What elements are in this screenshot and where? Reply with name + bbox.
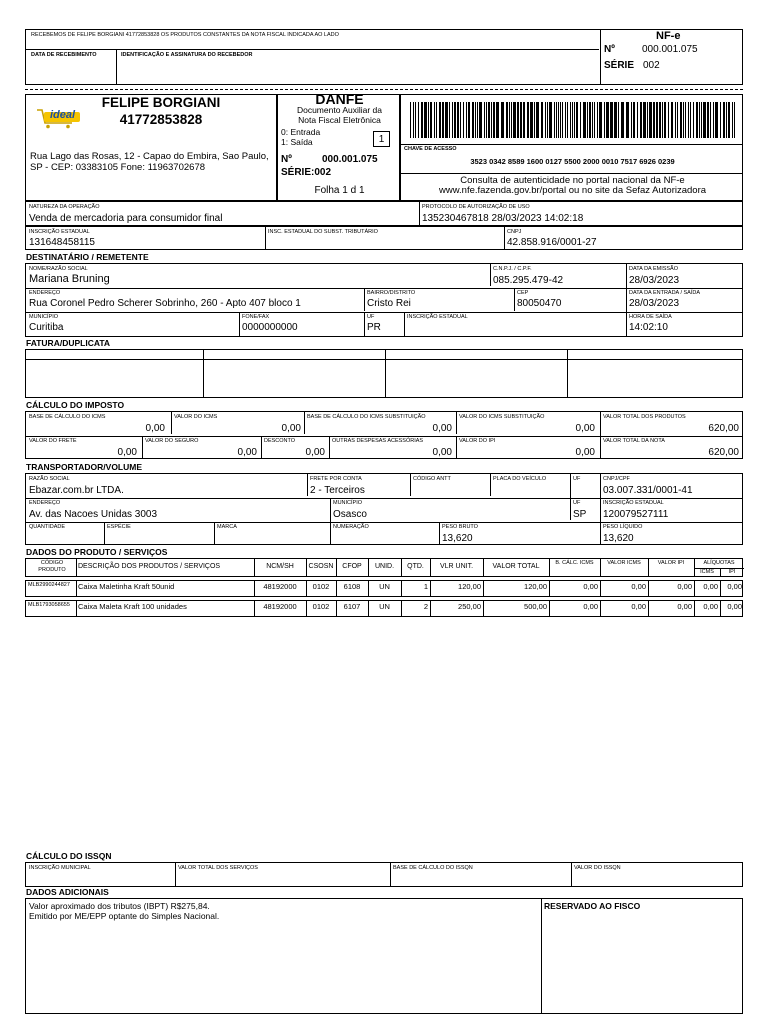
dest-municipio: Curitiba	[29, 322, 64, 333]
dest-entrada: 28/03/2023	[629, 298, 680, 309]
outras: 0,00	[432, 447, 452, 458]
transp-razao: Ebazar.com.br LTDA.	[29, 485, 124, 496]
issqn-im-label: INSCRIÇÃO MUNICIPAL	[29, 865, 91, 871]
transp-uf2: SP	[573, 509, 587, 520]
barcode-bar	[643, 102, 646, 138]
transp-cnpj: 03.007.331/0001-41	[603, 485, 693, 496]
barcode-bar	[558, 102, 559, 138]
reservado-fisco: RESERVADO AO FISCO	[544, 901, 641, 911]
ie-st-label: INSC. ESTADUAL DO SUBST. TRIBUTÁRIO	[268, 229, 378, 235]
transp-uf2-label: UF	[573, 500, 581, 506]
barcode-bar	[565, 102, 566, 138]
barcode-bar	[421, 102, 423, 138]
barcode-bar	[715, 102, 718, 138]
issqn-vserv-label: VALOR TOTAL DOS SERVIÇOS	[178, 865, 258, 871]
cell-unid: UN	[379, 582, 390, 591]
imposto-section: CÁLCULO DO IMPOSTO	[26, 400, 125, 410]
th-ncm: NCM/SH	[266, 563, 294, 570]
cell-descricao: Caixa Maletinha Kraft 50unid	[78, 582, 175, 591]
barcode-bar	[626, 102, 629, 138]
emitente-nome: FELIPE BORGIANI	[101, 95, 221, 110]
barcode-bar	[637, 102, 638, 138]
logo	[36, 107, 84, 129]
transp-frete-label: FRETE POR CONTA	[310, 476, 362, 482]
bc-icms-label: BASE DE CÁLCULO DO ICMS	[29, 414, 106, 420]
canhoto	[25, 29, 743, 85]
danfe-numero-label: Nº	[281, 154, 292, 165]
transp-ie-label: INSCRIÇÃO ESTADUAL	[603, 500, 664, 506]
barcode-bar	[710, 102, 711, 138]
dest-cpf: 085.295.479-42	[493, 275, 564, 286]
transp-bruto-label: PESO BRUTO	[442, 524, 478, 530]
barcode-bar	[562, 102, 563, 138]
destinatario-section: DESTINATÁRIO / REMETENTE	[26, 252, 149, 262]
barcode-bar	[703, 102, 706, 138]
barcode-bar	[726, 102, 727, 138]
barcode-bar	[587, 102, 588, 138]
barcode-bar	[549, 102, 552, 138]
barcode-bar	[671, 102, 673, 138]
transp-endereco: Av. das Nacoes Unidas 3003	[29, 509, 158, 520]
cell-codigo: MLB1793058655	[28, 602, 70, 608]
ie-label: INSCRIÇÃO ESTADUAL	[29, 229, 90, 235]
fatura-box	[25, 349, 743, 398]
barcode-bar	[547, 102, 548, 138]
barcode-bar	[696, 102, 698, 138]
danfe-sub2: Nota Fiscal Eletrônica	[298, 115, 381, 125]
barcode-bar	[599, 102, 602, 138]
barcode-bar	[496, 102, 499, 138]
transp-especie-label: ESPÉCIE	[107, 524, 131, 530]
cell-unid: UN	[379, 602, 390, 611]
barcode-bar	[554, 102, 555, 138]
transp-ie: 120079527111	[603, 509, 669, 520]
cell-vipi: 0,00	[677, 582, 692, 591]
v-st: 0,00	[575, 423, 595, 434]
barcode-bar	[606, 102, 609, 138]
cell-vunit: 250,00	[458, 602, 481, 611]
cell-bcicms: 0,00	[583, 582, 598, 591]
v-icms: 0,00	[281, 423, 301, 434]
cell-cfop: 6108	[343, 582, 361, 591]
th-aipi: IPI	[728, 569, 736, 575]
barcode-bar	[618, 102, 619, 138]
th-vipi: VALOR IPI	[657, 560, 685, 566]
barcode-bar	[610, 102, 613, 138]
barcode-bar	[477, 102, 478, 138]
th-vicms: VALOR ICMS	[607, 560, 641, 566]
barcode-bar	[527, 102, 529, 138]
barcode-bar	[693, 102, 694, 138]
transp-municipio-label: MUNICÍPIO	[333, 500, 363, 506]
cell-vipi: 0,00	[677, 602, 692, 611]
imposto-box	[25, 411, 743, 459]
inscricao-box	[25, 226, 743, 250]
cnpj-value: 42.858.916/0001-27	[507, 237, 597, 248]
emitente-box	[25, 94, 277, 201]
v-nota-label: VALOR TOTAL DA NOTA	[603, 438, 665, 444]
barcode-bar	[633, 102, 635, 138]
assinatura-label: IDENTIFICAÇÃO E ASSINATURA DO RECEBEDOR	[121, 52, 253, 58]
th-codigo: CÓDIGO PRODUTO	[38, 560, 66, 573]
v-st-label: VALOR DO ICMS SUBSTITUIÇÃO	[459, 414, 545, 420]
barcode-bar	[484, 102, 485, 138]
barcode-bar	[488, 102, 490, 138]
barcode-bar	[486, 102, 487, 138]
frete: 0,00	[117, 447, 137, 458]
barcode-bar	[567, 102, 568, 138]
barcode-bar	[589, 102, 591, 138]
issqn-v-label: VALOR DO ISSQN	[574, 865, 621, 871]
barcode-bar	[604, 102, 605, 138]
barcode-bar	[463, 102, 464, 138]
chave-label: CHAVE DE ACESSO	[404, 146, 457, 152]
adicionais-line2: Emitido por ME/EPP optante do Simples Nacional.	[29, 911, 220, 921]
protocolo-value: 135230467818 28/03/2023 14:02:18	[422, 213, 584, 224]
barcode-bar	[592, 102, 593, 138]
barcode-bar	[560, 102, 561, 138]
transp-marca-label: MARCA	[217, 524, 237, 530]
barcode-bar	[688, 102, 689, 138]
barcode-bar	[452, 102, 453, 138]
danfe-box	[277, 91, 400, 201]
table-row	[25, 580, 743, 597]
barcode-bar	[576, 102, 578, 138]
th-aicms: ICMS	[700, 569, 714, 575]
danfe-title: DANFE	[315, 91, 364, 107]
barcode-bar	[457, 102, 459, 138]
cell-aipi: 0,00	[727, 582, 742, 591]
dest-endereco-label: ENDEREÇO	[29, 290, 61, 296]
v-icms-label: VALOR DO ICMS	[174, 414, 218, 420]
dest-cep: 80050470	[517, 298, 562, 309]
barcode-bar	[656, 102, 658, 138]
barcode-bar	[574, 102, 575, 138]
th-qtd: QTD.	[407, 563, 424, 570]
emitente-cpf: 41772853828	[119, 112, 203, 127]
transp-uf-label: UF	[573, 476, 581, 482]
destinatario-box	[25, 263, 743, 337]
barcode-bar	[466, 102, 467, 138]
cell-qtd: 2	[423, 602, 428, 611]
dest-bairro: Cristo Rei	[367, 298, 411, 309]
v-prod-label: VALOR TOTAL DOS PRODUTOS	[603, 414, 686, 420]
bc-st-label: BASE DE CÁLCULO DO ICMS SUBSTITUIÇÃO	[307, 414, 426, 420]
barcode-bar	[493, 102, 495, 138]
canhoto-serie-label: SÉRIE	[604, 60, 635, 71]
cell-descricao: Caixa Maleta Kraft 100 unidades	[78, 602, 187, 611]
barcode-bar	[734, 102, 735, 138]
issqn-bc-label: BASE DE CÁLCULO DO ISSQN	[393, 865, 473, 871]
danfe-folha: Folha 1 d 1	[314, 185, 365, 196]
transp-endereco-label: ENDEREÇO	[29, 500, 61, 506]
barcode-bar	[690, 102, 691, 138]
barcode-bar	[445, 102, 448, 138]
barcode-bar	[614, 102, 617, 138]
barcode-bar	[570, 102, 571, 138]
barcode-bar	[668, 102, 669, 138]
logo-text: ideal	[50, 109, 76, 121]
barcode-bar	[517, 102, 519, 138]
dest-entrada-label: DATA DA ENTRADA / SAÍDA	[629, 290, 701, 296]
barcode-bar	[545, 102, 546, 138]
table-row	[25, 600, 743, 617]
barcode-bar	[685, 102, 686, 138]
dest-municipio-label: MUNICÍPIO	[29, 314, 59, 320]
barcode-bar	[649, 102, 652, 138]
fatura-section: FATURA/DUPLICATA	[26, 338, 111, 348]
produtos-section: DADOS DO PRODUTO / SERVIÇOS	[26, 547, 168, 557]
adicionais-box	[25, 898, 743, 1014]
barcode-bar	[520, 102, 522, 138]
seguro: 0,00	[237, 447, 257, 458]
cell-bcicms: 0,00	[583, 602, 598, 611]
barcode-bar	[501, 102, 504, 138]
barcode-bar	[680, 102, 682, 138]
barcode-bar	[468, 102, 470, 138]
transportador-section: TRANSPORTADOR/VOLUME	[26, 462, 143, 472]
barcode-bar	[418, 102, 419, 138]
danfe-entrada: 0: Entrada	[281, 127, 321, 137]
barcode-bar	[597, 102, 598, 138]
barcode-bar	[523, 102, 525, 138]
issqn-section: CÁLCULO DO ISSQN	[26, 851, 112, 861]
dest-nome: Mariana Bruning	[29, 273, 110, 285]
barcode-bar	[677, 102, 678, 138]
th-unid: UNID.	[374, 563, 395, 570]
barcode-bar	[683, 102, 684, 138]
transp-frete: 2 - Terceiros	[310, 485, 365, 496]
barcode-bar	[723, 102, 725, 138]
cell-csosn: 0102	[312, 602, 330, 611]
barcode-bar	[454, 102, 456, 138]
cell-aipi: 0,00	[727, 602, 742, 611]
transp-qtd-label: QUANTIDADE	[29, 524, 66, 530]
barcode-bar	[428, 102, 429, 138]
barcode-bar	[720, 102, 721, 138]
frete-label: VALOR DO FRETE	[29, 438, 77, 444]
consulta-line1: Consulta de autenticidade no portal nacional da NF-e	[460, 175, 685, 186]
barcode-bar	[580, 102, 581, 138]
barcode-bar	[530, 102, 533, 138]
dest-cpf-label: C.N.P.J. / C.P.F.	[493, 266, 532, 272]
danfe-numero: 000.001.075	[322, 154, 378, 165]
barcode-bar	[415, 102, 416, 138]
danfe-sub1: Documento Auxiliar da	[296, 105, 383, 115]
data-recebimento-label: DATA DE RECEBIMENTO	[31, 52, 97, 58]
v-nota: 620,00	[708, 447, 739, 458]
cell-aicms: 0,00	[703, 602, 718, 611]
barcode-bar	[475, 102, 476, 138]
dest-nome-label: NOME/RAZÃO SOCIAL	[29, 266, 88, 272]
ipi: 0,00	[575, 447, 595, 458]
barcode-bar	[631, 102, 632, 138]
th-cfop: CFOP	[342, 563, 362, 570]
dest-bairro-label: BAIRRO/DISTRITO	[367, 290, 416, 296]
dest-emissao-label: DATA DA EMISSÃO	[629, 266, 679, 272]
barcode-bar	[449, 102, 450, 138]
dest-uf: PR	[367, 322, 381, 333]
barcode-bar	[640, 102, 642, 138]
dest-cep-label: CEP	[517, 290, 529, 296]
transp-numeracao-label: NUMERAÇÃO	[333, 524, 369, 530]
barcode-bar	[713, 102, 714, 138]
cell-ncm: 48192000	[263, 602, 297, 611]
dest-fone-label: FONE/FAX	[242, 314, 270, 320]
seguro-label: VALOR DO SEGURO	[145, 438, 199, 444]
th-vtotal: VALOR TOTAL	[492, 563, 540, 570]
natureza-box	[25, 201, 743, 226]
transportador-box	[25, 473, 743, 545]
cell-cfop: 6107	[343, 602, 361, 611]
transp-cnpj-label: CNPJ/CPF	[603, 476, 630, 482]
dest-emissao: 28/03/2023	[629, 275, 680, 286]
barcode-bar	[556, 102, 557, 138]
barcode-bar	[513, 102, 516, 138]
barcode-bar	[707, 102, 709, 138]
barcode-bar	[424, 102, 427, 138]
barcode-bar	[728, 102, 730, 138]
barcode-bar	[541, 102, 543, 138]
danfe-saida: 1: Saída	[281, 137, 313, 147]
cell-vicms: 0,00	[631, 582, 646, 591]
th-aliq: ALÍQUOTAS	[703, 560, 735, 566]
barcode-bar	[621, 102, 624, 138]
canhoto-nfe: NF-e	[656, 30, 681, 42]
barcode-bar	[472, 102, 474, 138]
barcode-bar	[442, 102, 444, 138]
transp-liquido: 13,620	[603, 533, 634, 544]
barcode-bar	[583, 102, 586, 138]
cell-qtd: 1	[423, 582, 428, 591]
transp-razao-label: RAZÃO SOCIAL	[29, 476, 70, 482]
v-prod: 620,00	[708, 423, 739, 434]
th-csosn: CSOSN	[308, 563, 334, 570]
ie-value: 131648458115	[29, 237, 95, 248]
barcode-bar	[732, 102, 733, 138]
barcode-bar	[410, 102, 411, 138]
chave-value: 3523 0342 8589 1600 0127 5500 2000 0010 7517 6926 0239	[470, 157, 675, 166]
barcode-bar	[662, 102, 663, 138]
barcode-bar	[511, 102, 512, 138]
natureza-value: Venda de mercadoria para consumidor final	[29, 213, 223, 224]
barcode-bar	[434, 102, 435, 138]
outras-label: OUTRAS DESPESAS ACESSÓRIAS	[332, 438, 424, 444]
barcode-bar	[506, 102, 508, 138]
barcode-bar	[534, 102, 535, 138]
transp-municipio: Osasco	[333, 509, 367, 520]
canhoto-serie: 002	[643, 60, 660, 71]
canhoto-numero-label: Nº	[604, 44, 615, 55]
dest-hora-label: HORA DE SAÍDA	[629, 314, 672, 320]
barcode-bar	[509, 102, 510, 138]
cell-codigo: MLB2990244827	[28, 582, 70, 588]
barcode-bar	[536, 102, 539, 138]
barcode-bar	[572, 102, 573, 138]
barcode-bar	[701, 102, 702, 138]
desconto: 0,00	[305, 447, 325, 458]
ipi-label: VALOR DO IPI	[459, 438, 496, 444]
dest-hora: 14:02:10	[629, 322, 668, 333]
cell-vtotal: 120,00	[524, 582, 547, 591]
barcode-bar	[460, 102, 461, 138]
cell-aicms: 0,00	[703, 582, 718, 591]
danfe-tipo: 1	[373, 131, 390, 147]
emitente-endereco: Rua Lago das Rosas, 12 - Capao do Embira, Sao Paulo, SP - CEP: 03383105 Fone: 11963702678	[30, 151, 269, 173]
barcode-bar	[653, 102, 655, 138]
adicionais-section: DADOS ADICIONAIS	[26, 887, 109, 897]
th-vunit: VLR UNIT.	[439, 563, 474, 570]
barcode-bar	[430, 102, 432, 138]
cut-line	[25, 89, 743, 90]
barcode-bar	[594, 102, 595, 138]
cell-vicms: 0,00	[631, 602, 646, 611]
th-descricao: DESCRIÇÃO DOS PRODUTOS / SERVIÇOS	[78, 563, 221, 570]
canhoto-recebemos: RECEBEMOS DE FELIPE BORGIANI 41772853828 OS PRODUTOS CONSTANTES DA NOTA FISCAL INDICADA AO LADO	[31, 32, 339, 38]
canhoto-numero: 000.001.075	[642, 44, 698, 55]
bc-st: 0,00	[432, 423, 452, 434]
dest-fone: 0000000000	[242, 322, 298, 333]
th-bcicms: B. CÁLC. ICMS	[555, 560, 594, 566]
desconto-label: DESCONTO	[264, 438, 296, 444]
barcode-bar	[675, 102, 676, 138]
barcode-bar	[436, 102, 437, 138]
barcode-bar	[479, 102, 482, 138]
issqn-box	[25, 862, 743, 887]
dest-endereco: Rua Coronel Pedro Scherer Sobrinho, 260 - Apto 407 bloco 1	[29, 298, 301, 309]
produtos-header	[25, 558, 743, 577]
barcode-bar	[439, 102, 441, 138]
cell-vtotal: 500,00	[524, 602, 547, 611]
cnpj-label: CNPJ	[507, 229, 522, 235]
consulta-line2: www.nfe.fazenda.gov.br/portal ou no site da Sefaz Autorizadora	[438, 185, 707, 196]
barcode-bar	[491, 102, 492, 138]
barcode-bar	[647, 102, 648, 138]
protocolo-label: PROTOCOLO DE AUTORIZAÇÃO DE USO	[422, 204, 530, 210]
transp-liquido-label: PESO LÍQUIDO	[603, 524, 643, 530]
adicionais-line1: Valor aproximado dos tributos (IBPT) R$275,84.	[29, 901, 210, 911]
transp-placa-label: PLACA DO VEÍCULO	[493, 476, 547, 482]
barcode-bar	[699, 102, 700, 138]
cell-csosn: 0102	[312, 582, 330, 591]
bc-icms: 0,00	[145, 423, 165, 434]
transp-bruto: 13,620	[442, 533, 473, 544]
barcode-bar	[664, 102, 666, 138]
natureza-label: NATUREZA DA OPERAÇÃO	[29, 204, 100, 210]
cell-vunit: 120,00	[458, 582, 481, 591]
barcode	[410, 102, 740, 138]
dest-ie-label: INSCRIÇÃO ESTADUAL	[407, 314, 468, 320]
cell-ncm: 48192000	[263, 582, 297, 591]
dest-uf-label: UF	[367, 314, 375, 320]
barcode-bar	[413, 102, 414, 138]
transp-antt-label: CÓDIGO ANTT	[413, 476, 451, 482]
danfe-serie: SÉRIE:002	[281, 167, 332, 178]
barcode-bar	[659, 102, 661, 138]
